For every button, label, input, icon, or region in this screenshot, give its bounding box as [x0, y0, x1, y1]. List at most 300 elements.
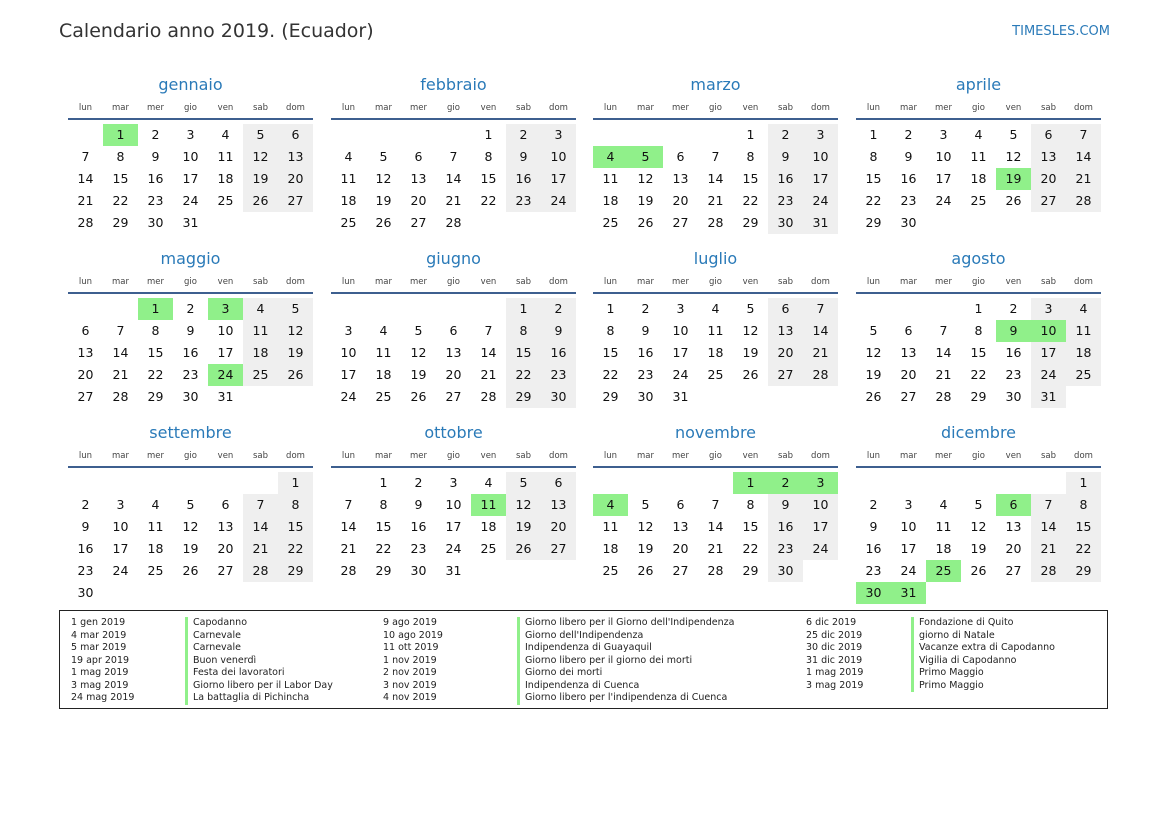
day-cell: 29 — [865, 215, 882, 230]
weekend-day-cell: 14 — [1031, 516, 1066, 538]
day-cell: 15 — [602, 345, 619, 360]
weekend-day-cell: 7 — [243, 494, 278, 516]
empty-day-cell — [856, 298, 891, 320]
holiday-day-cell: 3 — [208, 298, 243, 320]
day-cell: 8 — [379, 497, 388, 512]
day-cell: 22 — [480, 193, 497, 208]
weekend-day-cell: 27 — [278, 190, 313, 212]
weekend-day-cell: 5 — [278, 298, 313, 320]
month-name: febbraio — [420, 75, 487, 94]
weekend-day-cell: 8 — [1066, 494, 1101, 516]
day-cell: 25 — [480, 541, 497, 556]
day-cell: 18 — [147, 541, 164, 556]
day-cell: 11 — [340, 171, 357, 186]
day-cell: 19 — [410, 367, 427, 382]
legend-date: 3 mag 2019 — [806, 679, 864, 691]
legend-date: 4 mar 2019 — [71, 629, 127, 641]
weekend-day-cell: 30 — [768, 212, 803, 234]
weekday-label: sab — [252, 451, 269, 461]
day-cell: 15 — [147, 345, 164, 360]
weekday-label: sab — [515, 451, 532, 461]
weekday-label: ven — [742, 451, 759, 461]
day-cell: 20 — [217, 541, 234, 556]
day-cell: 3 — [939, 127, 948, 142]
day-cell: 10 — [445, 497, 462, 512]
weekend-day-cell: 15 — [1066, 516, 1101, 538]
day-cell: 18 — [707, 345, 724, 360]
day-cell: 20 — [900, 367, 917, 382]
weekday-label: mer — [409, 277, 427, 287]
weekday-label: lun — [866, 277, 881, 287]
weekend-day-cell: 29 — [1066, 560, 1101, 582]
day-cell: 27 — [410, 215, 427, 230]
day-cell: 8 — [484, 149, 493, 164]
holiday-day-cell: 25 — [926, 560, 961, 582]
empty-day-cell — [996, 472, 1031, 494]
weekday-label: ven — [1005, 103, 1022, 113]
weekend-day-cell: 21 — [803, 342, 838, 364]
weekend-day-cell: 16 — [768, 516, 803, 538]
weekday-label: mar — [900, 451, 917, 461]
day-cell: 28 — [77, 215, 94, 230]
day-cell: 7 — [81, 149, 90, 164]
weekend-day-cell: 11 — [243, 320, 278, 342]
day-cell: 30 — [182, 389, 199, 404]
day-cell: 26 — [637, 215, 654, 230]
month-dicembre — [856, 422, 1101, 604]
day-cell: 1 — [484, 127, 493, 142]
weekend-day-cell: 25 — [1066, 364, 1101, 386]
weekday-label: mer — [934, 277, 952, 287]
site-link[interactable]: TIMESLES.COM — [1012, 24, 1110, 39]
weekday-label: gio — [972, 277, 985, 287]
day-cell: 11 — [935, 519, 952, 534]
day-cell: 19 — [970, 541, 987, 556]
day-cell: 1 — [379, 475, 388, 490]
weekend-day-cell: 24 — [803, 538, 838, 560]
empty-day-cell — [208, 472, 243, 494]
weekend-day-cell: 28 — [243, 560, 278, 582]
day-cell: 3 — [116, 497, 125, 512]
day-cell: 20 — [445, 367, 462, 382]
holiday-day-cell: 2 — [768, 472, 803, 494]
day-cell: 28 — [445, 215, 462, 230]
weekday-label: gio — [184, 103, 197, 113]
day-cell: 6 — [449, 323, 458, 338]
weekend-day-cell: 3 — [541, 124, 576, 146]
month-ottobre — [331, 422, 576, 582]
month-agosto — [856, 248, 1101, 408]
holiday-legend — [59, 610, 1108, 709]
day-cell: 3 — [186, 127, 195, 142]
day-cell: 12 — [637, 171, 654, 186]
legend-date: 1 mag 2019 — [71, 667, 129, 678]
weekday-label: sab — [777, 451, 794, 461]
weekend-day-cell: 26 — [506, 538, 541, 560]
day-cell: 26 — [865, 389, 882, 404]
day-cell: 20 — [410, 193, 427, 208]
empty-day-cell — [891, 298, 926, 320]
weekday-label: lun — [866, 451, 881, 461]
day-cell: 13 — [77, 345, 94, 360]
day-cell: 21 — [707, 193, 724, 208]
empty-day-cell — [68, 472, 103, 494]
holiday-day-cell: 9 — [996, 320, 1031, 342]
day-cell: 8 — [151, 323, 160, 338]
empty-day-cell — [138, 472, 173, 494]
weekday-label: lun — [341, 103, 356, 113]
weekday-label: mar — [375, 451, 392, 461]
day-cell: 17 — [182, 171, 199, 186]
day-cell: 18 — [375, 367, 392, 382]
day-cell: 12 — [637, 519, 654, 534]
month-name: gennaio — [158, 75, 223, 94]
day-cell: 5 — [641, 497, 650, 512]
day-cell: 13 — [900, 345, 917, 360]
weekend-day-cell: 19 — [506, 516, 541, 538]
weekday-label: dom — [1074, 451, 1093, 461]
legend-holiday-name: Giorno dell'Indipendenza — [517, 630, 734, 643]
day-cell: 19 — [375, 193, 392, 208]
legend-holiday-name: Buon venerdì — [185, 655, 333, 668]
weekend-day-cell: 12 — [243, 146, 278, 168]
day-cell: 27 — [445, 389, 462, 404]
weekend-day-cell: 7 — [1066, 124, 1101, 146]
weekend-day-cell: 31 — [1031, 386, 1066, 408]
day-cell: 28 — [707, 563, 724, 578]
day-grid — [331, 294, 576, 408]
weekday-header — [68, 272, 313, 294]
legend-holiday-name: Vigilia di Capodanno — [911, 655, 1055, 668]
day-cell: 14 — [935, 345, 952, 360]
day-cell: 11 — [217, 149, 234, 164]
legend-date: 5 mar 2019 — [71, 642, 127, 653]
month-marzo — [593, 74, 838, 234]
empty-day-cell — [68, 298, 103, 320]
weekday-label: mar — [900, 103, 917, 113]
empty-day-cell — [103, 298, 138, 320]
day-cell: 12 — [970, 519, 987, 534]
weekday-header — [331, 272, 576, 294]
holiday-day-cell: 5 — [628, 146, 663, 168]
legend-date: 3 nov 2019 — [383, 679, 437, 691]
day-cell: 25 — [375, 389, 392, 404]
day-cell: 16 — [182, 345, 199, 360]
day-cell: 5 — [1009, 127, 1018, 142]
weekday-header — [856, 446, 1101, 468]
day-cell: 27 — [672, 215, 689, 230]
legend-date: 1 nov 2019 — [383, 654, 437, 666]
day-cell: 28 — [935, 389, 952, 404]
weekday-header — [856, 98, 1101, 120]
empty-day-cell — [961, 472, 996, 494]
day-cell: 17 — [112, 541, 129, 556]
weekend-day-cell: 31 — [803, 212, 838, 234]
weekday-label: mer — [146, 277, 164, 287]
weekday-label: mar — [637, 451, 654, 461]
weekday-label: sab — [1040, 451, 1057, 461]
day-cell: 12 — [182, 519, 199, 534]
day-cell: 27 — [217, 563, 234, 578]
weekend-day-cell: 23 — [506, 190, 541, 212]
day-cell: 18 — [217, 171, 234, 186]
day-cell: 16 — [1005, 345, 1022, 360]
weekday-label: lun — [78, 451, 93, 461]
day-cell: 2 — [641, 301, 650, 316]
day-cell: 13 — [217, 519, 234, 534]
day-cell: 1 — [869, 127, 878, 142]
day-cell: 22 — [742, 541, 759, 556]
weekend-day-cell: 27 — [768, 364, 803, 386]
empty-day-cell — [856, 472, 891, 494]
day-cell: 21 — [707, 541, 724, 556]
day-cell: 20 — [1005, 541, 1022, 556]
day-cell: 15 — [865, 171, 882, 186]
weekend-day-cell: 13 — [278, 146, 313, 168]
month-name: aprile — [955, 75, 1002, 94]
empty-day-cell — [68, 124, 103, 146]
weekday-label: dom — [811, 277, 830, 287]
legend-date: 2 nov 2019 — [383, 667, 437, 678]
weekday-label: dom — [286, 277, 305, 287]
day-cell: 18 — [602, 541, 619, 556]
weekend-day-cell: 10 — [803, 146, 838, 168]
day-cell: 7 — [711, 149, 720, 164]
weekday-label: ven — [480, 451, 497, 461]
weekend-day-cell: 2 — [506, 124, 541, 146]
day-cell: 9 — [151, 149, 160, 164]
legend-holiday-name: Vacanze extra di Capodanno — [911, 642, 1055, 655]
legend-date: 31 dic 2019 — [806, 654, 863, 666]
month-name: settembre — [149, 423, 232, 442]
weekday-label: gio — [709, 451, 722, 461]
day-cell: 10 — [217, 323, 234, 338]
weekday-header — [593, 446, 838, 468]
day-cell: 24 — [672, 367, 689, 382]
holiday-day-cell: 30 — [856, 582, 891, 604]
day-cell: 29 — [112, 215, 129, 230]
day-cell: 5 — [379, 149, 388, 164]
day-cell: 15 — [375, 519, 392, 534]
day-cell: 26 — [410, 389, 427, 404]
day-cell: 29 — [375, 563, 392, 578]
weekend-day-cell: 29 — [506, 386, 541, 408]
weekday-label: lun — [78, 277, 93, 287]
weekday-label: mer — [146, 451, 164, 461]
legend-date: 6 dic 2019 — [806, 617, 857, 628]
day-cell: 25 — [970, 193, 987, 208]
weekend-day-cell: 7 — [803, 298, 838, 320]
weekend-day-cell: 2 — [541, 298, 576, 320]
weekend-day-cell: 6 — [768, 298, 803, 320]
day-cell: 16 — [410, 519, 427, 534]
day-grid — [68, 120, 313, 234]
day-cell: 21 — [112, 367, 129, 382]
day-cell: 2 — [186, 301, 195, 316]
day-cell: 6 — [221, 497, 230, 512]
day-cell: 17 — [900, 541, 917, 556]
day-cell: 10 — [340, 345, 357, 360]
day-cell: 14 — [707, 171, 724, 186]
day-cell: 19 — [637, 193, 654, 208]
day-cell: 17 — [445, 519, 462, 534]
day-cell: 26 — [375, 215, 392, 230]
weekday-label: lun — [603, 277, 618, 287]
weekend-day-cell: 24 — [1031, 364, 1066, 386]
weekend-day-cell: 18 — [1066, 342, 1101, 364]
weekday-header — [331, 446, 576, 468]
day-cell: 21 — [340, 541, 357, 556]
weekday-label: lun — [603, 103, 618, 113]
day-cell: 1 — [746, 127, 755, 142]
day-cell: 23 — [865, 563, 882, 578]
day-cell: 5 — [746, 301, 755, 316]
day-cell: 2 — [414, 475, 423, 490]
day-cell: 14 — [707, 519, 724, 534]
weekend-day-cell: 28 — [803, 364, 838, 386]
weekend-day-cell: 9 — [768, 494, 803, 516]
day-cell: 19 — [637, 541, 654, 556]
weekend-day-cell: 24 — [541, 190, 576, 212]
weekday-label: sab — [252, 103, 269, 113]
day-cell: 26 — [742, 367, 759, 382]
weekday-label: gio — [184, 451, 197, 461]
weekend-day-cell: 22 — [1066, 538, 1101, 560]
day-grid — [593, 468, 838, 582]
weekend-day-cell: 1 — [1066, 472, 1101, 494]
legend-holiday-name: Giorno dei morti — [517, 667, 734, 680]
legend-holiday-name: Giorno libero per l'indipendenza di Cuenca — [517, 692, 734, 705]
weekday-label: sab — [777, 277, 794, 287]
page-title: Calendario anno 2019. (Ecuador) — [59, 20, 374, 42]
weekend-day-cell: 23 — [768, 538, 803, 560]
weekend-day-cell: 19 — [243, 168, 278, 190]
weekday-label: mer — [409, 451, 427, 461]
legend-date: 3 mag 2019 — [71, 679, 129, 691]
day-cell: 15 — [112, 171, 129, 186]
weekday-header — [593, 272, 838, 294]
weekend-day-cell: 18 — [243, 342, 278, 364]
empty-day-cell — [471, 298, 506, 320]
weekday-label: ven — [742, 103, 759, 113]
weekend-day-cell: 1 — [506, 298, 541, 320]
legend-date: 25 dic 2019 — [806, 629, 863, 641]
day-cell: 21 — [935, 367, 952, 382]
day-cell: 7 — [116, 323, 125, 338]
day-grid — [68, 468, 313, 604]
day-cell: 28 — [340, 563, 357, 578]
day-cell: 20 — [77, 367, 94, 382]
month-name: maggio — [160, 249, 221, 268]
day-cell: 12 — [410, 345, 427, 360]
day-cell: 22 — [602, 367, 619, 382]
month-name: giugno — [426, 249, 481, 268]
month-luglio — [593, 248, 838, 408]
legend-holiday-name: Indipendenza di Cuenca — [517, 680, 734, 693]
weekday-label: gio — [447, 451, 460, 461]
weekend-day-cell: 21 — [243, 538, 278, 560]
day-cell: 1 — [606, 301, 615, 316]
legend-date: 1 gen 2019 — [71, 617, 126, 628]
day-cell: 7 — [449, 149, 458, 164]
weekend-day-cell: 23 — [541, 364, 576, 386]
holiday-day-cell: 1 — [138, 298, 173, 320]
weekend-day-cell: 7 — [1031, 494, 1066, 516]
weekend-day-cell: 8 — [278, 494, 313, 516]
day-cell: 7 — [939, 323, 948, 338]
weekend-day-cell: 6 — [278, 124, 313, 146]
weekend-day-cell: 27 — [1031, 190, 1066, 212]
day-grid — [68, 294, 313, 408]
weekend-day-cell: 14 — [243, 516, 278, 538]
weekday-label: mar — [375, 103, 392, 113]
weekday-label: mar — [637, 277, 654, 287]
day-cell: 3 — [904, 497, 913, 512]
legend-holiday-name: Carnevale — [185, 642, 333, 655]
legend-dates-column — [806, 617, 863, 692]
day-cell: 10 — [935, 149, 952, 164]
day-cell: 26 — [970, 563, 987, 578]
weekend-day-cell: 19 — [278, 342, 313, 364]
legend-holiday-name: Indipendenza di Guayaquil — [517, 642, 734, 655]
weekend-day-cell: 13 — [541, 494, 576, 516]
day-cell: 6 — [676, 149, 685, 164]
day-cell: 27 — [900, 389, 917, 404]
weekend-day-cell: 15 — [278, 516, 313, 538]
weekend-day-cell: 3 — [1031, 298, 1066, 320]
day-cell: 14 — [77, 171, 94, 186]
calendar-grid — [68, 74, 1101, 604]
weekday-label: mer — [934, 451, 952, 461]
day-cell: 9 — [641, 323, 650, 338]
weekday-label: gio — [709, 277, 722, 287]
weekend-day-cell: 20 — [1031, 168, 1066, 190]
empty-day-cell — [891, 472, 926, 494]
day-cell: 25 — [217, 193, 234, 208]
day-grid — [856, 294, 1101, 408]
weekend-day-cell: 22 — [278, 538, 313, 560]
day-cell: 30 — [1005, 389, 1022, 404]
weekend-day-cell: 25 — [243, 364, 278, 386]
day-cell: 29 — [970, 389, 987, 404]
day-cell: 17 — [672, 345, 689, 360]
day-grid — [331, 120, 576, 234]
day-cell: 8 — [746, 149, 755, 164]
day-cell: 23 — [147, 193, 164, 208]
weekend-day-cell: 28 — [1066, 190, 1101, 212]
month-name: novembre — [674, 423, 757, 442]
empty-day-cell — [331, 298, 366, 320]
weekend-day-cell: 26 — [278, 364, 313, 386]
day-cell: 11 — [147, 519, 164, 534]
weekday-label: lun — [341, 451, 356, 461]
day-cell: 13 — [672, 519, 689, 534]
day-cell: 5 — [186, 497, 195, 512]
empty-day-cell — [103, 472, 138, 494]
day-cell: 14 — [112, 345, 129, 360]
day-cell: 9 — [186, 323, 195, 338]
day-cell: 17 — [340, 367, 357, 382]
day-grid — [856, 468, 1101, 604]
day-cell: 29 — [742, 563, 759, 578]
empty-day-cell — [628, 124, 663, 146]
legend-holiday-name: Capodanno — [185, 617, 333, 630]
weekend-day-cell: 16 — [768, 168, 803, 190]
empty-day-cell — [436, 124, 471, 146]
empty-day-cell — [926, 472, 961, 494]
weekend-day-cell: 21 — [1066, 168, 1101, 190]
day-cell: 6 — [904, 323, 913, 338]
